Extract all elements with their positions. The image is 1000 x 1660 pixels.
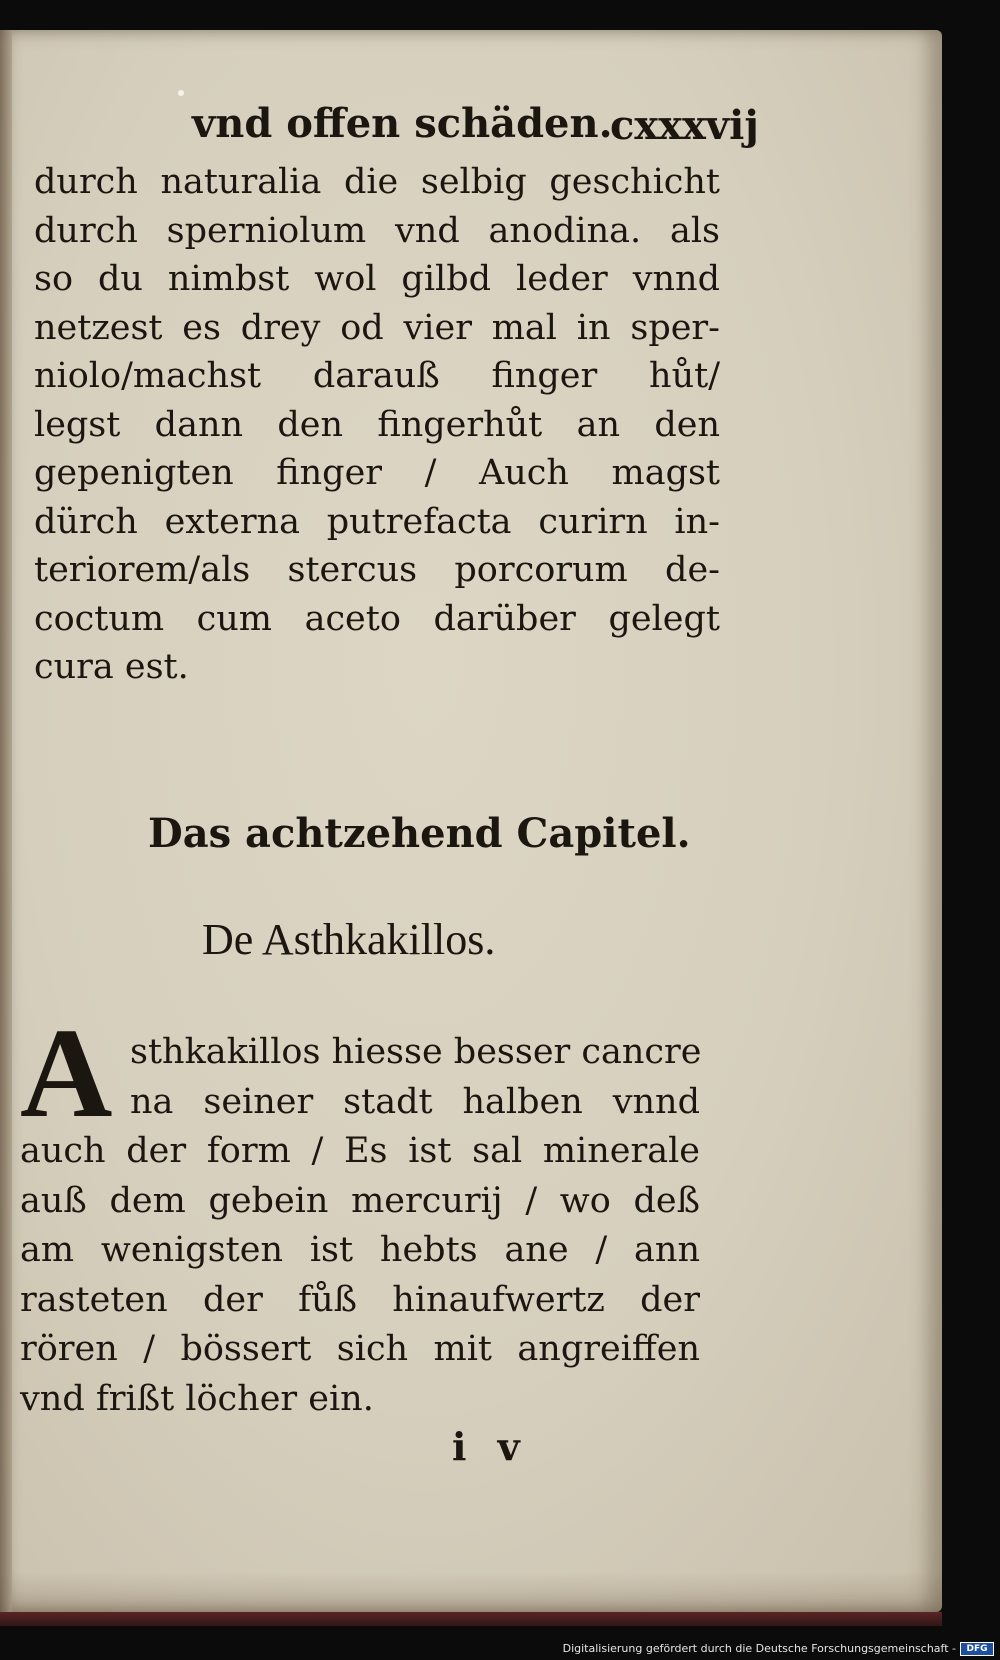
page-gutter-edge [0, 30, 12, 1612]
signature-mark: i v [452, 1424, 520, 1469]
first-passage [34, 158, 734, 692]
running-head [0, 92, 942, 152]
text-line: auß dem gebein mercurij / wo deß [20, 1180, 700, 1221]
text-line: rasteten der fůß hinaufwertz der [20, 1279, 700, 1320]
folio-number: cxxxvij [610, 102, 759, 149]
drop-capital: A [20, 1002, 113, 1144]
text-line: gepenigten finger / Auch magst [34, 453, 720, 493]
book-cover-edge [0, 1612, 942, 1626]
funding-credit: Digitalisierung gefördert durch die Deutsche Forschungsgemeinschaft - [562, 1642, 956, 1655]
text-line: durch naturalia die selbig geschicht [34, 162, 720, 202]
dfg-logo: DFG [960, 1642, 994, 1656]
chapter-heading: Das achtzehend Capitel. [148, 810, 691, 857]
text-line: na seiner stadt halben vnnd [130, 1081, 700, 1122]
running-head-title: vnd offen schäden. [192, 100, 613, 147]
text-line: dürch externa putrefacta curirn in- [34, 501, 720, 542]
text-line: coctum cum aceto darüber gelegt [34, 598, 720, 639]
text-line: teriorem/als stercus porcorum de- [34, 550, 720, 590]
text-line: netzest es drey od vier mal in sper- [34, 307, 720, 348]
text-line: rören / bössert sich mit angreiffen [20, 1329, 700, 1369]
text-line: so du nimbst wol gilbd leder vnnd [34, 259, 720, 299]
text-line: auch der form / Es ist sal minerale [20, 1131, 700, 1171]
text-line: vnd frißt löcher ein. [20, 1378, 374, 1419]
text-line: am wenigsten ist hebts ane / ann [20, 1230, 700, 1270]
text-line: sthkakillos hiesse besser cancre [130, 1032, 702, 1072]
second-passage [20, 1028, 740, 1424]
text-line: cura est. [34, 647, 189, 687]
text-line: legst dann den fingerhůt an den [34, 404, 720, 445]
text-line: durch sperniolum vnd anodina. als [34, 210, 720, 251]
text-line: niolo/machst darauß finger hůt/ [34, 356, 720, 396]
chapter-subheading: De Asthkakillos. [202, 915, 496, 964]
